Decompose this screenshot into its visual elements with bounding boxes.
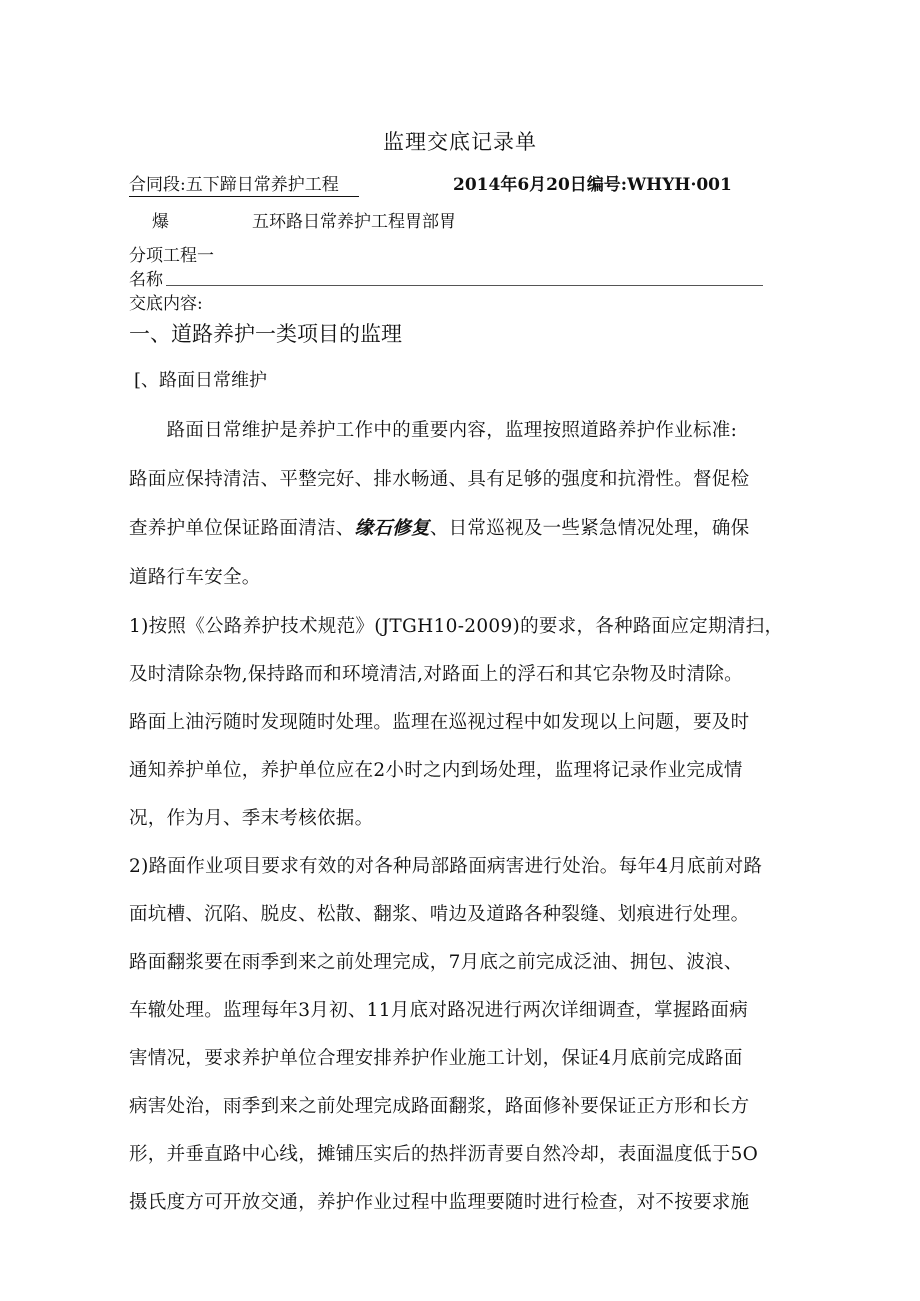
paragraph-line: 路面上油污随时发现随时处理。监理在巡视过程中如发现以上问题，要及时 bbox=[129, 712, 750, 733]
paragraph-line: 病害处治，雨季到来之前处理完成路面翻浆，路面修补要保证正方形和长方 bbox=[129, 1096, 750, 1117]
contract-field: 合同段:五下蹄日常养护工程 bbox=[129, 170, 359, 197]
subsection-heading: [、路面日常维护 bbox=[134, 370, 268, 391]
paragraph-line: 形，并垂直路中心线，摊铺压实后的热拌沥青要自然冷却，表面温度低于5O bbox=[129, 1144, 759, 1165]
paragraph-line: 面坑槽、沉陷、脱皮、松散、翻浆、啃边及道路各种裂缝、划痕进行处理。 bbox=[129, 904, 750, 925]
emphasized-text: 缘石修复 bbox=[354, 518, 430, 539]
paragraph-line: 摄氏度方可开放交通，养护作业过程中监理要随时进行检查，对不按要求施 bbox=[129, 1192, 750, 1213]
section-heading: 一、道路养护一类项目的监理 bbox=[129, 322, 402, 346]
paragraph-line: 路面应保持清洁、平整完好、排水畅通、具有足够的强度和抗滑性。督促检 bbox=[129, 469, 750, 490]
paragraph-line: 害情况，要求养护单位合理安排养护作业施工计划，保证4月底前完成路面 bbox=[129, 1048, 743, 1069]
paragraph-line: 路面翻浆要在雨季到来之前处理完成，7月底之前完成泛油、拥包、波浪、 bbox=[129, 952, 743, 973]
record-number: 编号:WHYH·001 bbox=[586, 175, 732, 195]
paragraph-line: 及时清除杂物,保持路而和环境清洁,对路面上的浮石和其它杂物及时清除。 bbox=[129, 664, 743, 685]
subproject-label-name: 名称 bbox=[129, 270, 163, 290]
unit-label: 爆 bbox=[152, 212, 169, 232]
paragraph-text: 查养护单位保证路面清洁、 bbox=[129, 518, 355, 539]
paragraph-line bbox=[129, 514, 749, 540]
meta-line bbox=[129, 170, 732, 197]
paragraph-text: 、日常巡视及一些紧急情况处理，确保 bbox=[429, 518, 750, 539]
content-label: 交底内容: bbox=[129, 294, 203, 314]
paragraph-line: 车辙处理。监理每年3月初、11月底对路况进行两次详细调查，掌握路面病 bbox=[129, 1000, 749, 1021]
unit-value: 五环路日常养护工程胃部胃 bbox=[252, 212, 456, 232]
paragraph-line: 通知养护单位，养护单位应在2小时之内到场处理，监理将记录作业完成情 bbox=[129, 760, 743, 781]
paragraph-line: 道路行车安全。 bbox=[129, 567, 261, 588]
paragraph-line: 2)路面作业项目要求有效的对各种局部路面病害进行处治。每年4月底前对路 bbox=[129, 856, 763, 877]
subproject-name-underline bbox=[166, 285, 763, 286]
paragraph-line: 路面日常维护是养护工作中的重要内容，监理按照道路养护作业标准: bbox=[129, 420, 738, 441]
paragraph-line: 况，作为月、季末考核依据。 bbox=[129, 808, 374, 829]
page-title: 监理交底记录单 bbox=[383, 130, 537, 154]
date-field: 2014年6月20日 bbox=[453, 175, 587, 195]
subproject-label: 分项工程一 bbox=[129, 246, 214, 266]
paragraph-line: 1)按照《公路养护技术规范》(JTGH10-2009)的要求，各种路面应定期清扫， bbox=[129, 616, 784, 637]
